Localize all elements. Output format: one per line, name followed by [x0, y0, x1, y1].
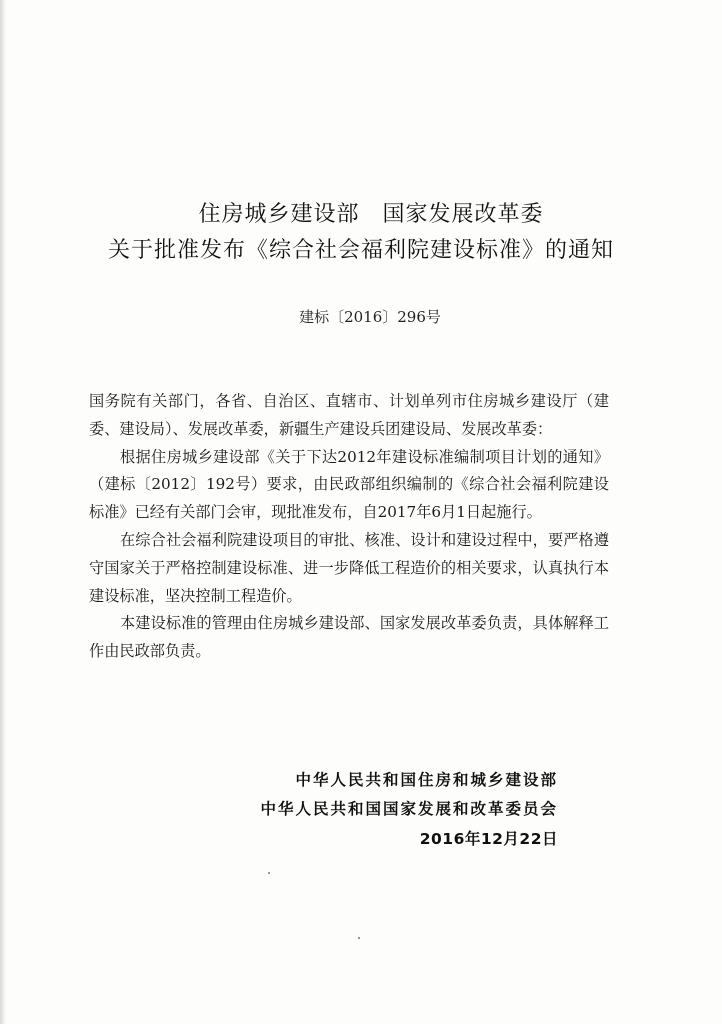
scan-speck	[358, 937, 360, 939]
title-line-1: 住房城乡建设部 国家发展改革委	[198, 202, 544, 227]
signatory-ndrc: 中华人民共和国国家发展和改革委员会	[260, 800, 558, 818]
document-number: 建标〔2016〕296号	[299, 308, 441, 326]
paragraph-3: 本建设标准的管理由住房城乡建设部、国家发展改革委负责，具体解释工作由民政部负责。	[89, 614, 609, 661]
document-body	[89, 388, 609, 666]
signatory-housing-ministry: 中华人民共和国住房和城乡建设部	[295, 771, 558, 789]
addressee: 国务院有关部门，各省、自治区、直辖市、计划单列市住房城乡建设厅（建委、建设局）、发展改革委，新疆生产建设兵团建设局、发展改革委：	[89, 392, 609, 438]
title-line-2: 关于批准发布《综合社会福利院建设标准》的通知	[107, 238, 614, 263]
scan-shadow	[0, 0, 6, 1024]
scan-speck	[268, 872, 270, 874]
paragraph-2: 在综合社会福利院建设项目的审批、核准、设计和建设过程中，要严格遵守国家关于严格控制建设标准、进一步降低工程造价的相关要求，认真执行本建设标准，坚决控制工程造价。	[89, 530, 609, 605]
issue-date: 2016年12月22日	[419, 830, 558, 848]
paragraph-1: 根据住房城乡建设部《关于下达2012年建设标准编制项目计划的通知》（建标〔2012〕192号）要求，由民政部组织编制的《综合社会福利院建设标准》已经有关部门会审，现批准发布，自2017年6月1日起施行。	[89, 447, 609, 522]
